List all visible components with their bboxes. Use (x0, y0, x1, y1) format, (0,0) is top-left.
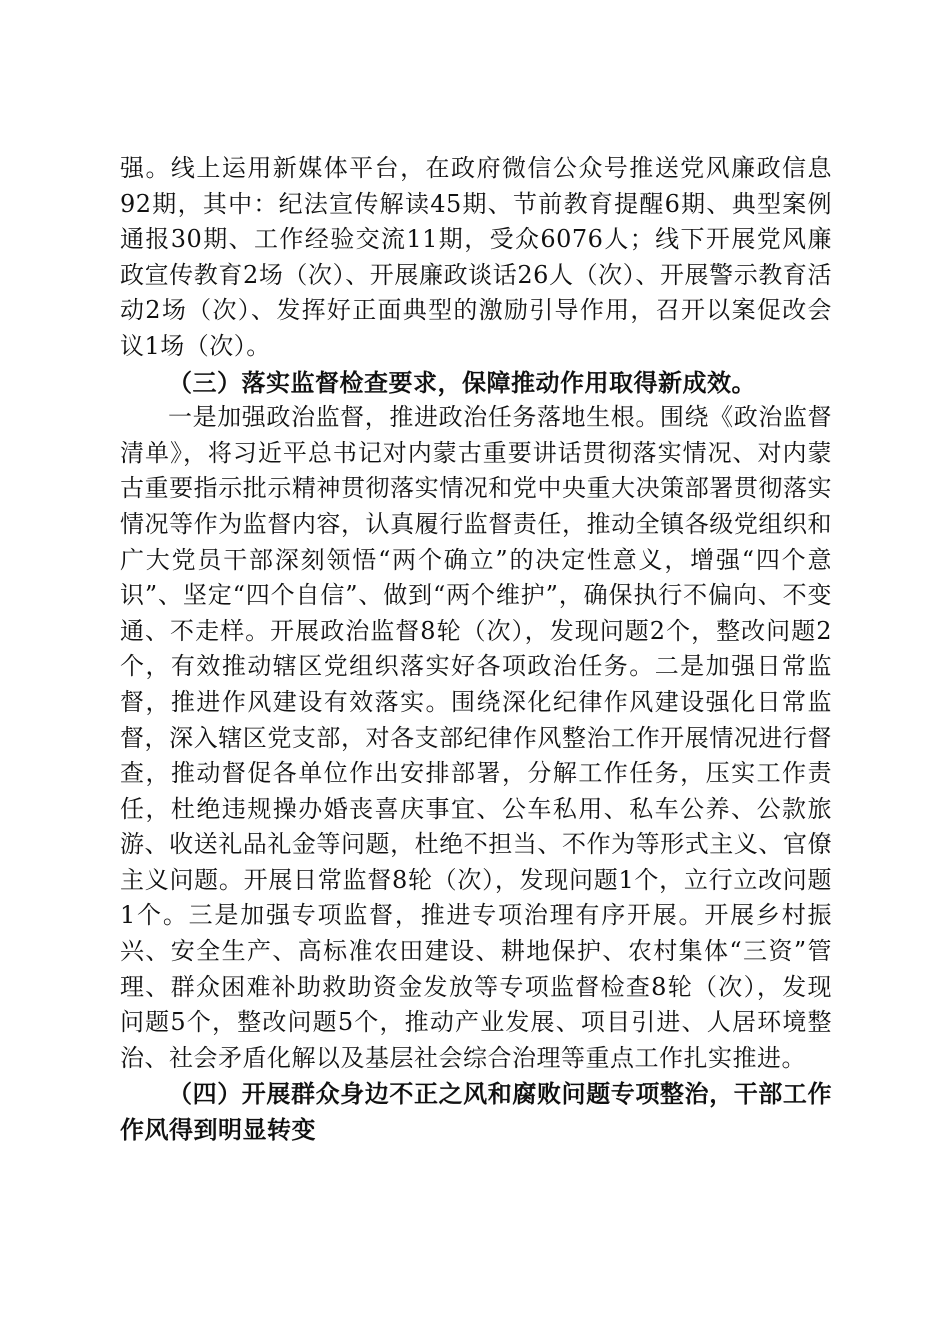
paragraph-publicity-continued: 强。线上运用新媒体平台，在政府微信公众号推送党风廉政信息92期，其中：纪法宣传解读45期、节前教育提醒6期、典型案例通报30期、工作经验交流11期，受众6076人；线下开展党风廉政宣传教育2场（次）、开展廉政谈话26人（次）、开展警示教育活动2场（次）、发挥好正面典型的激励引导作用，召开以案促改会议1场（次）。 (120, 154, 832, 360)
section-heading-4: （四）开展群众身边不正之风和腐败问题专项整治，干部工作作风得到明显转变 (120, 1079, 832, 1145)
paragraph-supervision: 一是加强政治监督，推进政治任务落地生根。围绕《政治监督清单》，将习近平总书记对内蒙古重要讲话贯彻落实情况、对内蒙古重要指示批示精神贯彻落实情况和党中央重大决策部署贯彻落实情况等作为监督内容，认真履行监督责任，推动全镇各级党组织和广大党员干部深刻领悟“两个确立”的决定性意义，增强“四个意识”、坚定“四个自信”、做到“两个维护”，确保执行不偏向、不变通、不走样。开展政治监督8轮（次），发现问题2个，整改问题2个，有效推动辖区党组织落实好各项政治任务。二是加强日常监督，推进作风建设有效落实。围绕深化纪律作风建设强化日常监督，深入辖区党支部，对各支部纪律作风整治工作开展情况进行督查，推动督促各单位作出安排部署，分解工作任务，压实工作责任，杜绝违规操办婚丧喜庆事宜、公车私用、私车公养、公款旅游、收送礼品礼金等问题，杜绝不担当、不作为等形式主义、官僚主义问题。开展日常监督8轮（次），发现问题1个，立行立改问题1个。三是加强专项监督，推进专项治理有序开展。开展乡村振兴、安全生产、高标准农田建设、耕地保护、农村集体“三资”管理、群众困难补助救助资金发放等专项监督检查8轮（次），发现问题5个，整改问题5个，推动产业发展、项目引进、人居环境整治、社会矛盾化解以及基层社会综合治理等重点工作扎实推进。 (120, 403, 832, 1072)
document-body (120, 151, 832, 1148)
section-heading-3: （三）落实监督检查要求，保障推动作用取得新成效。 (168, 367, 756, 397)
